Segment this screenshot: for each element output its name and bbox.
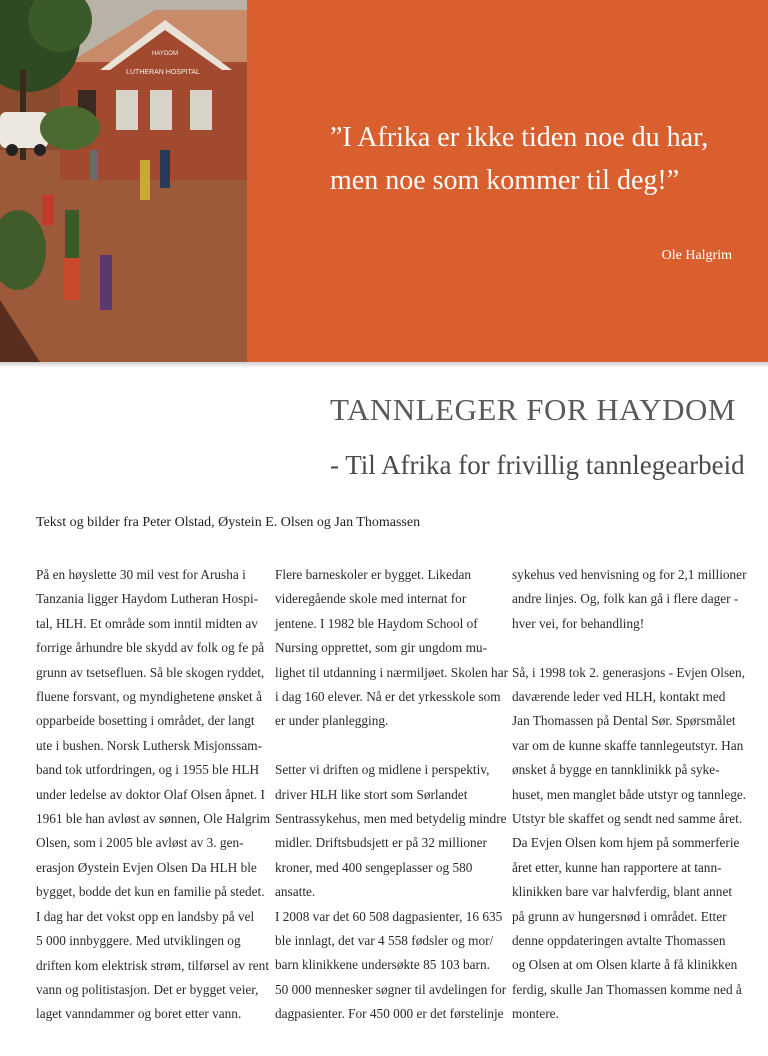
body-text-line: bygget, bodde det kun en familie på stedet.	[36, 884, 265, 900]
body-text-line: året etter, kunne han rapportere at tann-	[512, 859, 722, 875]
body-text-line: Olsen, som i 2005 ble avløst av 3. gen-	[36, 835, 244, 851]
body-text-line: dagpasienter. For 450 000 er det førstelinje	[275, 1006, 504, 1022]
body-text-line: jentene. I 1982 ble Haydom School of	[275, 615, 478, 631]
hospital-photo	[0, 0, 247, 362]
body-text-line: ute i bushen. Norsk Luthersk Misjonssam-	[36, 737, 263, 753]
text-column-2	[275, 563, 509, 1027]
body-text-line: hver vei, for behandling!	[512, 615, 645, 631]
body-text-line: andre linjes. Og, folk kan gå i flere dager -	[512, 591, 739, 607]
text-column-1	[36, 563, 271, 1027]
body-text-line: 1961 ble han avløst av sønnen, Ole Halgrim	[36, 811, 271, 827]
body-text-line: tal, HLH. Et område som inntil midten av	[36, 615, 258, 631]
body-text-line: 5 000 innbyggere. Med utviklingen og	[36, 933, 241, 949]
body-text-line: midler. Driftsbudsjett er på 32 millioner	[275, 835, 487, 851]
banner-shadow	[0, 362, 768, 368]
body-text-line: opparbeide bosetting i området, der langt	[36, 713, 255, 729]
body-text-line: 50 000 mennesker søgner til avdelingen for	[275, 981, 507, 997]
body-text-line: barn klinikkene undersøkte 85 103 barn.	[275, 957, 490, 973]
quote-line-2: men noe som kommer til deg!”	[330, 165, 680, 196]
hospital-sign-line1: HAYDOM	[152, 51, 178, 57]
body-text-line: daværende leder ved HLH, kontakt med	[512, 689, 726, 705]
body-paragraph	[275, 758, 505, 904]
header-banner	[0, 0, 768, 362]
pull-quote	[330, 116, 750, 202]
body-text-line: kroner, med 400 sengeplasser og 580	[275, 859, 473, 875]
body-text-line: Jan Thomassen på Dental Sør. Spørsmålet	[512, 713, 736, 729]
body-text-line: Da Evjen Olsen kom hjem på sommerferie	[512, 835, 740, 851]
body-paragraph	[36, 563, 271, 1027]
body-text-line: denne oppdateringen avtalte Thomassen	[512, 933, 726, 949]
body-text-line: Tanzania ligger Haydom Lutheran Hospi-	[36, 591, 259, 607]
body-paragraph	[275, 905, 505, 1027]
body-paragraph	[275, 563, 509, 734]
body-text-line: I 2008 var det 60 508 dagpasienter, 16 635	[275, 908, 503, 924]
body-paragraph	[512, 563, 747, 636]
hospital-sign-line2: LUTHERAN HOSPITAL	[126, 69, 200, 76]
body-text-line: lighet til utdanning i nærmiljøet. Skolen har	[275, 664, 509, 680]
body-text-line: Så, i 1998 tok 2. generasjons - Evjen Olsen,	[512, 664, 746, 680]
body-text-line: Sentrassykehus, men med betydelig mindre	[275, 811, 507, 827]
body-text-line: Setter vi driften og midlene i perspektiv,	[275, 762, 490, 778]
text-column-3	[512, 563, 747, 1027]
body-text-line: grunn av tsetsefluen. Så ble skogen ryddet,	[36, 664, 265, 680]
body-text-line: laget vanndammer og boret etter vann.	[36, 1006, 242, 1022]
body-text-line: driften kom elektrisk strøm, tilførsel av rent	[36, 957, 270, 973]
body-text-line: erasjon Øystein Evjen Olsen Da HLH ble	[36, 859, 257, 875]
body-text-line: Flere barneskoler er bygget. Likedan	[275, 567, 472, 582]
body-text-line: montere.	[512, 1006, 559, 1022]
body-text-line: driver HLH like stort som Sørlandet	[275, 786, 468, 802]
article-title: TANNLEGER FOR HAYDOM	[330, 392, 736, 427]
body-text-line: Nursing opprettet, som gir ungdom mu-	[275, 640, 487, 656]
body-text-line: ble innlagt, det var 4 558 fødsler og mor/	[275, 933, 494, 949]
body-text-line: I dag har det vokst opp en landsby på vel	[36, 908, 255, 924]
body-text-line: fluene forsvant, og myndighetene ønsket å	[36, 689, 262, 705]
body-text-line: ferdig, skulle Jan Thomassen komme ned å	[512, 981, 742, 997]
body-text-line: sykehus ved henvisning og for 2,1 millioner	[512, 567, 747, 582]
body-text-line: huset, men manglet både utstyr og tannlege.	[512, 786, 747, 802]
body-text-line: var om de kunne skaffe tannlegeutstyr. Han	[512, 737, 744, 753]
body-text-line: band tok utfordringen, og i 1955 ble HLH	[36, 762, 260, 778]
body-text-line: i dag 160 elever. Nå er det yrkesskole som	[275, 689, 501, 705]
body-text-line: Utstyr ble skaffet og sendt ned samme året.	[512, 811, 743, 827]
body-text-line: På en høyslette 30 mil vest for Arusha i	[36, 567, 246, 582]
article-byline: Tekst og bilder fra Peter Olstad, Øystein E. Olsen og Jan Thomassen	[36, 515, 421, 530]
quote-author: Ole Halgrim	[661, 248, 732, 263]
body-paragraph	[512, 661, 747, 1027]
body-text-line: klinikken bare var halvferdig, blant annet	[512, 884, 733, 900]
body-text-line: ønsket å bygge en tannklinikk på syke-	[512, 762, 720, 778]
body-text-line: forrige århundre ble skydd av folk og fe på	[36, 640, 265, 656]
body-text-line: på grunn av hungersnød i området. Etter	[512, 908, 727, 924]
body-text-line: vann og politistasjon. Det er bygget veier,	[36, 981, 259, 997]
body-text-line: ansatte.	[275, 884, 316, 900]
body-text-line: og Olsen at om Olsen klarte å få klinikken	[512, 957, 738, 973]
article-subtitle: - Til Afrika for frivillig tannlegearbeid	[330, 450, 745, 480]
body-text-line: under ledelse av doktor Olaf Olsen åpnet. I	[36, 786, 265, 802]
body-text-line: er under planlegging.	[275, 713, 389, 729]
quote-line-1: ”I Afrika er ikke tiden noe du har,	[330, 122, 709, 153]
body-text-line: videregående skole med internat for	[275, 591, 467, 607]
